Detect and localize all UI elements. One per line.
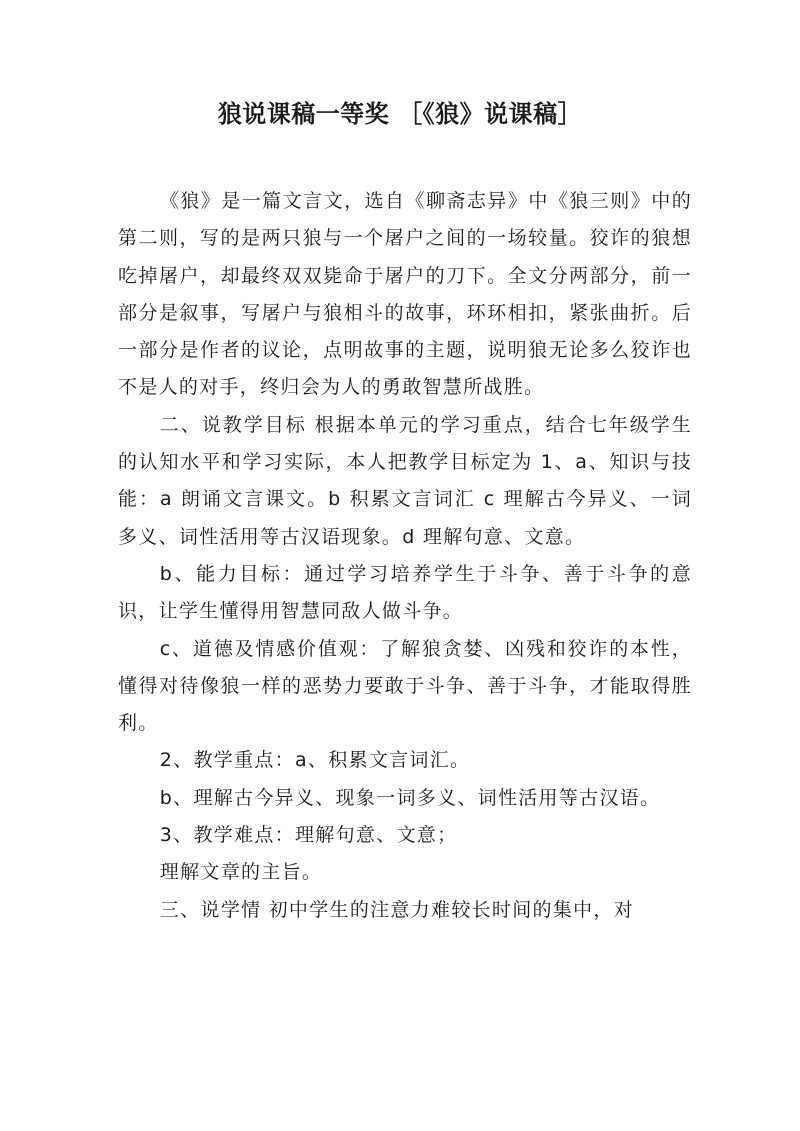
paragraph-key-points: 2、教学重点：a、积累文言词汇。 <box>159 749 471 772</box>
document-body <box>118 183 692 929</box>
paragraph-student-analysis: 三、说学情 初中学生的注意力难较长时间的集中，对 <box>159 898 635 921</box>
paragraph-moral-goals: c、道德及情感价值观：了解狼贪婪、凶残和狡诈的本性，懂得对待像狼一样的恶势力要敢于斗争、善于斗争，才能取得胜利。 <box>118 637 692 735</box>
paragraph-key-points-b: b、理解古今异义、现象一词多义、词性活用等古汉语。 <box>159 786 661 809</box>
paragraph-ability-goals: b、能力目标：通过学习培养学生于斗争、善于斗争的意识，让学生懂得用智慧同敌人做斗争。 <box>118 562 692 623</box>
paragraph-difficulties-2: 理解文章的主旨。 <box>159 861 323 884</box>
document-title: 狼说课稿一等奖 ［《狼》说课稿］ <box>217 99 583 128</box>
paragraph-teaching-goals: 二、说教学目标 根据本单元的学习重点，结合七年级学生的认知水平和学习实际，本人把教学目标定为 1、a、知识与技能：a 朗诵文言课文。b 积累文言词汇 c 理解古今异义、一词多义、词性活用等古汉语现象。d 理解句意、文意。 <box>118 413 692 548</box>
paragraph-intro: 《狼》是一篇文言文，选自《聊斋志异》中《狼三则》中的第二则，写的是两只狼与一个屠户之间的一场较量。狡诈的狼想吃掉屠户，却最终双双毙命于屠户的刀下。全文分两部分，前一部分是叙事，写屠户与狼相斗的故事，环环相扣，紧张曲折。后一部分是作者的议论，点明故事的主题，说明狼无论多么狡诈也不是人的对手，终归会为人的勇敢智慧所战胜。 <box>118 190 692 399</box>
paragraph-difficulties: 3、教学难点：理解句意、文意； <box>159 824 458 847</box>
